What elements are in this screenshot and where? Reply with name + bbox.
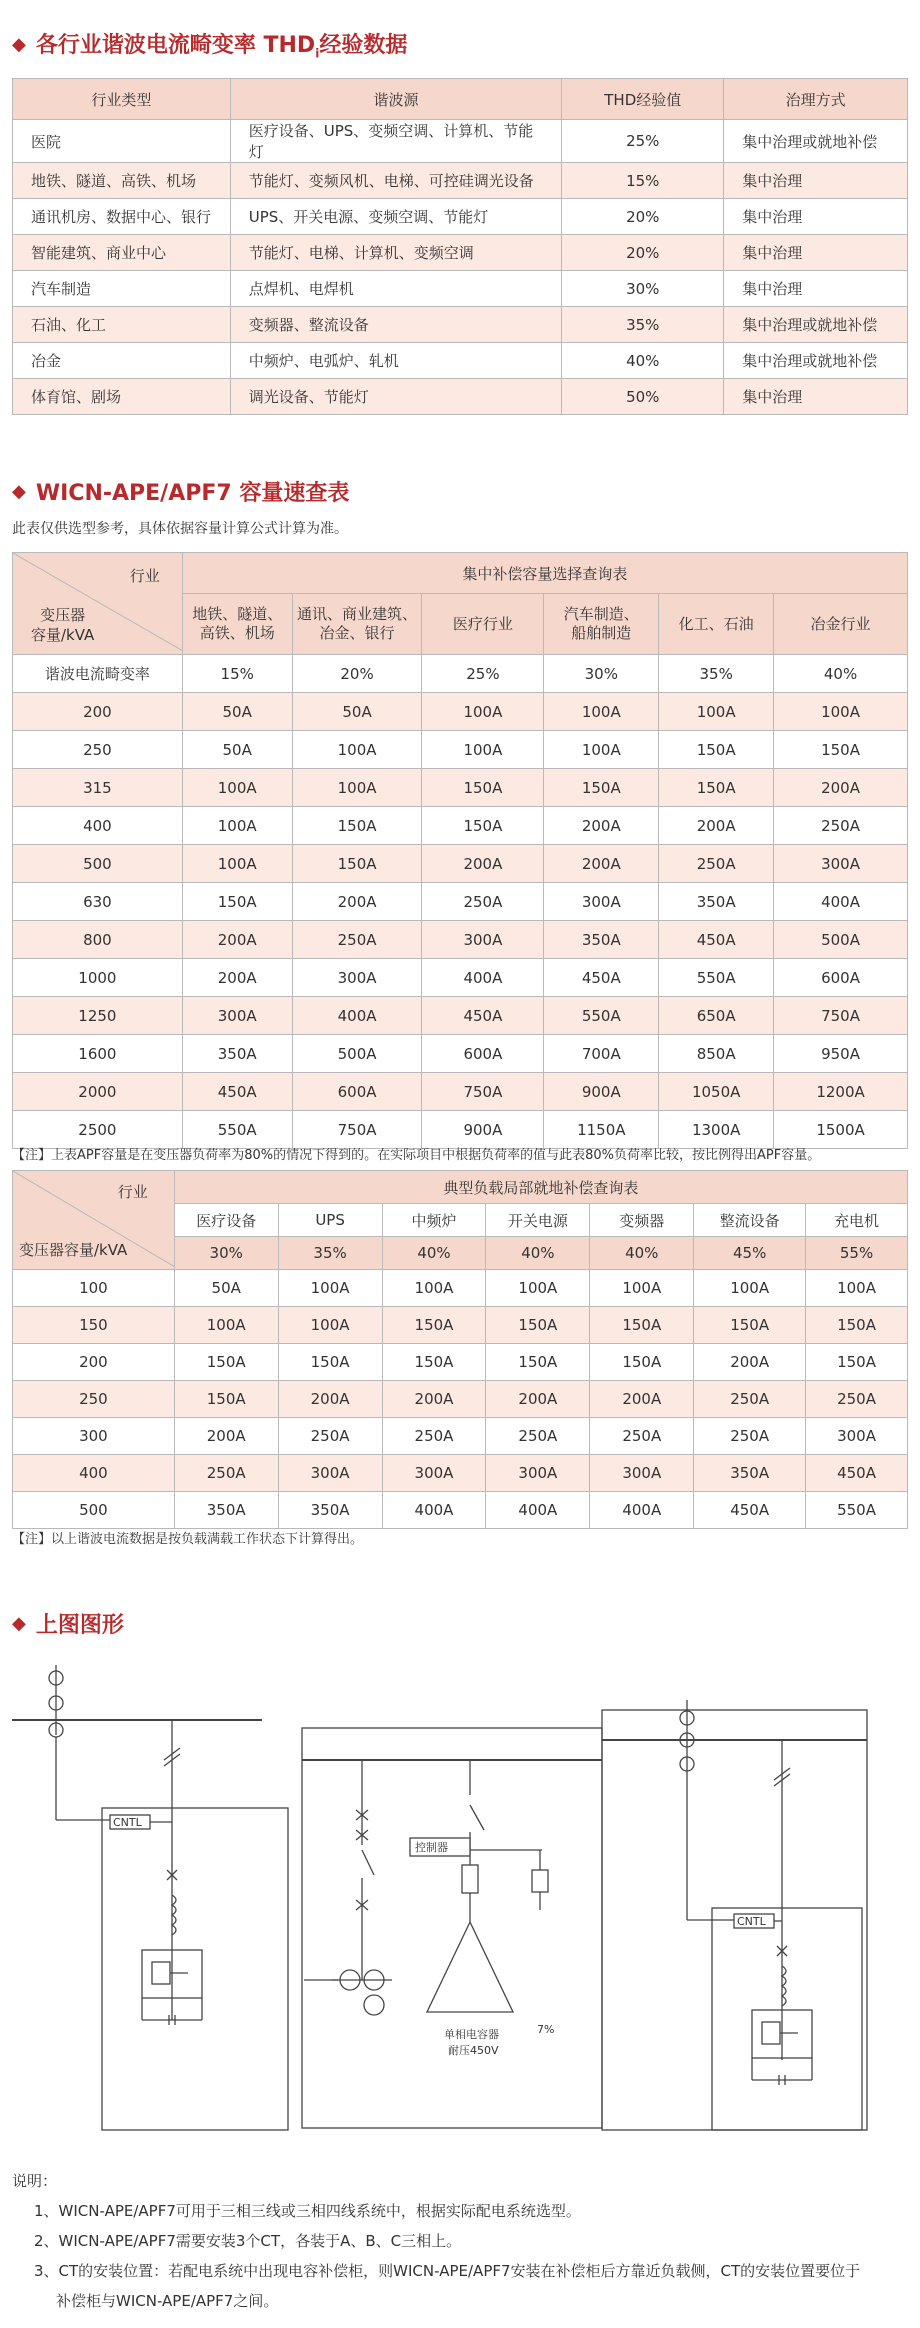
capacity-cell: 100A [382,1270,486,1307]
capacity-cell: 150A [590,1344,694,1381]
capacity-cell: 100A [182,769,292,807]
capacity-cell: 50A [182,693,292,731]
thd-header-industry: 行业类型 [13,79,231,120]
local-thd-value: 55% [806,1237,908,1270]
capacity-cell: 300A [806,1418,908,1455]
capacity-cell: 150A [486,1307,590,1344]
capacity-cell: 200A [694,1344,806,1381]
capacity-cell: 550A [806,1492,908,1529]
table-row [13,807,908,845]
table-row [13,120,908,163]
capacity-column-header: 化工、石油 [659,594,774,655]
explanation-item-2: 2、WICN-APE/APF7需要安装3个CT，各装于A、B、C三相上。 [34,2232,462,2250]
capacity-cell: 150A [806,1307,908,1344]
thd-value-cell: 20% [292,655,422,693]
capacity-cell: 50A [174,1270,278,1307]
thd-value-cell: 25% [562,120,724,163]
capacity-cell: 400A [422,959,544,997]
table-row [13,379,908,415]
capacity-cell: 250A [422,883,544,921]
industry-cell: 地铁、隧道、高铁、机场 [13,163,231,199]
kva-cell: 500 [13,1492,175,1529]
capacity-cell: 400A [590,1492,694,1529]
capacity-cell: 150A [486,1344,590,1381]
capacity-cell: 200A [182,959,292,997]
kva-cell: 1000 [13,959,183,997]
capacity-corner-bottom-1: 变压器 [40,606,86,624]
capacity-cell: 150A [292,807,422,845]
capacity-cell: 100A [590,1270,694,1307]
harmonic-source-cell: 医疗设备、UPS、变频空调、计算机、节能灯 [230,120,562,163]
capacity-column-header: 冶金行业 [774,594,908,655]
capacity-cell: 200A [486,1381,590,1418]
capacity-cell: 350A [278,1492,382,1529]
local-thd-value: 40% [486,1237,590,1270]
capacity-cell: 150A [182,883,292,921]
table-row [13,1381,908,1418]
capacity-cell: 100A [774,693,908,731]
capacity-cell: 300A [590,1455,694,1492]
capacity-cell: 300A [544,883,659,921]
table-row [13,163,908,199]
kva-cell: 400 [13,807,183,845]
section4-title: 上图图形 [35,1613,124,1638]
middle-system-diagram [302,1728,602,2128]
section2-title: WICN-APE/APF7 容量速查表 [35,481,350,506]
capacity-cell: 250A [292,921,422,959]
capacity-cell: 400A [382,1492,486,1529]
capacity-cell: 150A [806,1344,908,1381]
cntl-label-left: CNTL [113,1816,142,1829]
local-thd-value: 45% [694,1237,806,1270]
capacity-cell: 300A [422,921,544,959]
capacity-cell: 1500A [774,1111,908,1149]
left-system-diagram [12,1665,288,2130]
capacity-cell: 200A [774,769,908,807]
capacity-cell: 250A [174,1455,278,1492]
capacity-cell: 150A [544,769,659,807]
capacity-cell: 200A [590,1381,694,1418]
diamond-bullet-icon: ◆ [12,481,26,502]
explanation-label: 说明： [12,2172,58,2190]
capacity-cell: 900A [422,1111,544,1149]
capacity-cell: 150A [774,731,908,769]
table-row [13,307,908,343]
thd-header-source: 谐波源 [230,79,562,120]
table-row [13,343,908,379]
table-row [13,1455,908,1492]
capacity-cell: 100A [278,1307,382,1344]
table-row [13,997,908,1035]
capacity-cell: 650A [659,997,774,1035]
capacity-column-header: 通讯、商业建筑、 冶金、银行 [292,594,422,655]
local-column-header: 医疗设备 [174,1204,278,1237]
table-row [13,731,908,769]
thd-value-cell: 40% [774,655,908,693]
industry-cell: 体育馆、剧场 [13,379,231,415]
capacity-table [12,552,908,1149]
capacity-cell: 200A [659,807,774,845]
capacity-cell: 450A [182,1073,292,1111]
capacitor-label-2: 耐压450V [448,2044,499,2057]
capacity-cell: 50A [292,693,422,731]
table-row [13,1111,908,1149]
method-cell: 集中治理或就地补偿 [724,343,908,379]
table-row [13,1270,908,1307]
kva-cell: 250 [13,1381,175,1418]
kva-cell: 800 [13,921,183,959]
capacity-cell: 250A [659,845,774,883]
local-corner-bottom: 变压器容量/kVA [19,1241,128,1259]
capacity-cell: 100A [292,731,422,769]
kva-cell: 1600 [13,1035,183,1073]
capacity-cell: 1050A [659,1073,774,1111]
harmonic-source-cell: 变频器、整流设备 [230,307,562,343]
method-cell: 集中治理或就地补偿 [724,120,908,163]
kva-cell: 300 [13,1418,175,1455]
capacity-cell: 150A [694,1307,806,1344]
kva-cell: 1250 [13,997,183,1035]
capacity-cell: 250A [806,1381,908,1418]
capacity-cell: 350A [544,921,659,959]
capacity-cell: 850A [659,1035,774,1073]
capacity-cell: 400A [292,997,422,1035]
table-row [13,845,908,883]
controller-label: 控制器 [415,1841,448,1854]
capacity-corner-cell [13,553,183,655]
cntl-label-right: CNTL [737,1915,766,1928]
harmonic-source-cell: 点焊机、电焊机 [230,271,562,307]
capacity-cell: 450A [806,1455,908,1492]
thd-table [12,78,908,415]
local-column-header: 整流设备 [694,1204,806,1237]
capacity-cell: 250A [590,1418,694,1455]
local-column-header: 中频炉 [382,1204,486,1237]
thd-value-cell: 30% [544,655,659,693]
explanation-item-1: 1、WICN-APE/APF7可用于三相三线或三相四线系统中，根据实际配电系统选型。 [34,2202,581,2220]
capacity-cell: 100A [422,731,544,769]
thd-value-cell: 20% [562,199,724,235]
capacity-cell: 400A [774,883,908,921]
capacity-corner-top: 行业 [129,567,160,585]
industry-cell: 医院 [13,120,231,163]
capacity-cell: 100A [174,1307,278,1344]
local-column-header: 开关电源 [486,1204,590,1237]
thd-header-method: 治理方式 [724,79,908,120]
thd-value-cell: 20% [562,235,724,271]
section-title-thd [12,28,407,60]
thd-header-thd: THD经验值 [562,79,724,120]
table-row [13,769,908,807]
kva-cell: 100 [13,1270,175,1307]
capacity-cell: 700A [544,1035,659,1073]
capacity-cell: 600A [774,959,908,997]
capacity-column-header: 地铁、隧道、 高铁、机场 [182,594,292,655]
local-column-header: UPS [278,1204,382,1237]
capacity-note: 【注】上表APF容量是在变压器负荷率为80%的情况下得到的。在实际项目中根据负荷率的值与此表80%负荷率比较，按比例得出APF容量。 [12,1148,821,1163]
table-row [13,1344,908,1381]
diamond-bullet-icon: ◆ [12,33,26,55]
capacity-cell: 550A [544,997,659,1035]
capacity-cell: 100A [182,807,292,845]
table-row [13,693,908,731]
capacity-cell: 150A [422,807,544,845]
capacity-cell: 100A [544,731,659,769]
table-row [13,1035,908,1073]
harmonic-source-cell: 调光设备、节能灯 [230,379,562,415]
method-cell: 集中治理或就地补偿 [724,307,908,343]
capacity-cell: 350A [659,883,774,921]
capacity-cell: 550A [659,959,774,997]
capacity-cell: 100A [182,845,292,883]
table-row [13,655,908,693]
capacity-cell: 450A [544,959,659,997]
section1-title-tail: 经验数据 [319,33,408,58]
capacity-cell: 250A [486,1418,590,1455]
table-row [13,959,908,997]
capacity-cell: 450A [422,997,544,1035]
capacity-cell: 100A [544,693,659,731]
capacity-cell: 100A [278,1270,382,1307]
section1-title: 各行业谐波电流畸变率 THD [35,33,316,58]
right-system-diagram [602,1700,867,2130]
capacity-cell: 150A [659,769,774,807]
explanation-item-3-continued: 补偿柜与WICN-APE/APF7之间。 [56,2292,279,2310]
capacity-cell: 250A [694,1418,806,1455]
capacity-cell: 300A [486,1455,590,1492]
table-row [13,199,908,235]
capacity-cell: 450A [694,1492,806,1529]
section-title-diagram [12,1608,124,1639]
capacity-cell: 300A [292,959,422,997]
capacity-cell: 100A [486,1270,590,1307]
method-cell: 集中治理 [724,271,908,307]
capacity-cell: 600A [292,1073,422,1111]
capacity-cell: 200A [544,807,659,845]
thd-value-cell: 15% [182,655,292,693]
local-corner-cell [13,1171,175,1270]
kva-cell: 630 [13,883,183,921]
capacity-cell: 550A [182,1111,292,1149]
capacity-cell: 400A [486,1492,590,1529]
kva-cell: 400 [13,1455,175,1492]
capacity-cell: 200A [182,921,292,959]
capacity-cell: 150A [382,1344,486,1381]
section-title-capacity [12,476,349,507]
capacity-cell: 750A [292,1111,422,1149]
table-row [13,1418,908,1455]
kva-cell: 2000 [13,1073,183,1111]
method-cell: 集中治理 [724,235,908,271]
capacity-cell: 150A [174,1344,278,1381]
section1-title-sub: i [315,46,320,61]
capacity-cell: 750A [774,997,908,1035]
thd-value-cell: 25% [422,655,544,693]
capacity-cell: 300A [774,845,908,883]
local-corner-top: 行业 [117,1183,148,1201]
capacity-cell: 150A [174,1381,278,1418]
industry-cell: 石油、化工 [13,307,231,343]
industry-cell: 汽车制造 [13,271,231,307]
harmonic-source-cell: 节能灯、电梯、计算机、变频空调 [230,235,562,271]
capacity-cell: 50A [182,731,292,769]
kva-cell: 500 [13,845,183,883]
industry-cell: 通讯机房、数据中心、银行 [13,199,231,235]
capacity-cell: 200A [382,1381,486,1418]
kva-cell: 200 [13,1344,175,1381]
local-column-header: 充电机 [806,1204,908,1237]
capacity-cell: 350A [694,1455,806,1492]
method-cell: 集中治理 [724,163,908,199]
capacity-cell: 1200A [774,1073,908,1111]
capacity-cell: 350A [182,1035,292,1073]
capacity-cell: 150A [659,731,774,769]
kva-cell: 315 [13,769,183,807]
capacity-cell: 900A [544,1073,659,1111]
capacity-cell: 200A [292,883,422,921]
method-cell: 集中治理 [724,379,908,415]
kva-cell: 150 [13,1307,175,1344]
local-compensation-table [12,1170,908,1529]
capacity-cell: 300A [278,1455,382,1492]
capacity-cell: 200A [278,1381,382,1418]
kva-cell: 2500 [13,1111,183,1149]
capacity-cell: 100A [806,1270,908,1307]
capacity-cell: 500A [774,921,908,959]
thd-label-cell: 谐波电流畸变率 [13,655,183,693]
local-thd-value: 40% [382,1237,486,1270]
industry-cell: 智能建筑、商业中心 [13,235,231,271]
capacity-cell: 100A [422,693,544,731]
kva-cell: 250 [13,731,183,769]
capacity-cell: 1300A [659,1111,774,1149]
table-row [13,883,908,921]
harmonic-source-cell: UPS、开关电源、变频空调、节能灯 [230,199,562,235]
local-thd-value: 40% [590,1237,694,1270]
capacity-cell: 100A [292,769,422,807]
capacity-cell: 300A [382,1455,486,1492]
wiring-diagram [12,1660,908,2160]
capacity-cell: 250A [774,807,908,845]
capacity-cell: 300A [182,997,292,1035]
capacity-intro: 此表仅供选型参考，具体依据容量计算公式计算为准。 [12,521,348,537]
capacity-group-header: 集中补偿容量选择查询表 [182,553,907,594]
capacity-cell: 500A [292,1035,422,1073]
capacity-cell: 350A [174,1492,278,1529]
capacity-cell: 150A [292,845,422,883]
capacity-cell: 100A [694,1270,806,1307]
explanation-item-3: 3、CT的安装位置：若配电系统中出现电容补偿柜，则WICN-APE/APF7安装在补偿柜后方靠近负载侧，CT的安装位置要位于 [34,2262,861,2280]
thd-value-cell: 35% [562,307,724,343]
thd-value-cell: 40% [562,343,724,379]
local-group-header: 典型负载局部就地补偿查询表 [174,1171,907,1204]
industry-cell: 冶金 [13,343,231,379]
kva-cell: 200 [13,693,183,731]
capacitor-label-1: 单相电容器 [444,2028,499,2041]
capacity-cell: 1150A [544,1111,659,1149]
capacity-cell: 150A [278,1344,382,1381]
thd-value-cell: 30% [562,271,724,307]
harmonic-source-cell: 节能灯、变频风机、电梯、可控硅调光设备 [230,163,562,199]
capacity-cell: 950A [774,1035,908,1073]
harmonic-source-cell: 中频炉、电弧炉、轧机 [230,343,562,379]
thd-value-cell: 35% [659,655,774,693]
local-thd-value: 35% [278,1237,382,1270]
table-row [13,1492,908,1529]
percent-label: 7% [537,2023,555,2036]
thd-value-cell: 15% [562,163,724,199]
capacity-cell: 600A [422,1035,544,1073]
table-row [13,235,908,271]
table-row [13,271,908,307]
explanation [12,2166,908,2316]
table-row [13,921,908,959]
thd-table-header-row [13,79,908,120]
capacity-cell: 100A [659,693,774,731]
capacity-cell: 200A [544,845,659,883]
capacity-cell: 250A [278,1418,382,1455]
method-cell: 集中治理 [724,199,908,235]
capacity-cell: 250A [382,1418,486,1455]
capacity-cell: 150A [382,1307,486,1344]
table-row [13,1307,908,1344]
local-thd-value: 30% [174,1237,278,1270]
capacity-cell: 200A [422,845,544,883]
capacity-cell: 450A [659,921,774,959]
capacity-column-header: 医疗行业 [422,594,544,655]
capacity-column-header: 汽车制造、 船舶制造 [544,594,659,655]
capacity-cell: 200A [174,1418,278,1455]
capacity-cell: 150A [590,1307,694,1344]
diamond-bullet-icon: ◆ [12,1613,26,1634]
thd-value-cell: 50% [562,379,724,415]
capacity-cell: 150A [422,769,544,807]
local-column-header: 变频器 [590,1204,694,1237]
capacity-cell: 750A [422,1073,544,1111]
table-row [13,1073,908,1111]
capacity-corner-bottom-2: 容量/kVA [31,626,95,644]
capacity-cell: 250A [694,1381,806,1418]
local-note: 【注】以上谐波电流数据是按负载满载工作状态下计算得出。 [12,1532,364,1547]
